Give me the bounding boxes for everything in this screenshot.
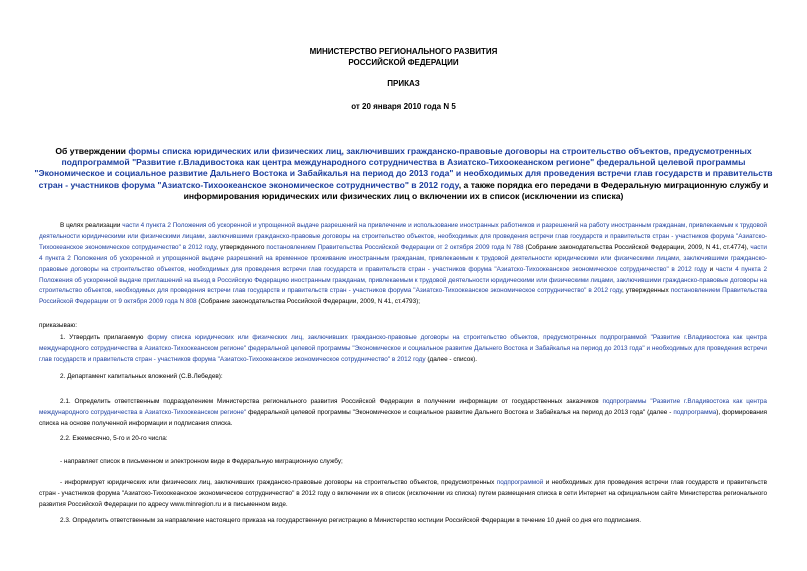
- ministry-name-line2: РОССИЙСКОЙ ФЕДЕРАЦИИ: [348, 58, 459, 67]
- ministry-name-line1: МИНИСТЕРСТВО РЕГИОНАЛЬНОГО РАЗВИТИЯ: [309, 47, 498, 56]
- preamble-text: (Собрание законодательства Российской Федерации, 2009, N 41, ст.4774),: [523, 243, 751, 251]
- preamble-text: , утвержденного: [216, 243, 267, 251]
- item-2-3-paragraph: 2.3. Определить ответственным за направление настоящего приказа на государственную регистрацию в Министерство юстиции Российской Федерации в течение 10 дней со дня его подписания.: [60, 517, 641, 524]
- preamble-paragraph: [39, 221, 767, 308]
- preamble-text: и: [706, 265, 716, 273]
- item-2-1-subprogram-link[interactable]: подпрограммы "Развитие г.Владивостока как центра международного сотрудничества в Азиатско-Тихоокеанском регионе": [39, 398, 767, 416]
- item-2-2-inform-text: - информирует юридических или физических лиц, заключивших гражданско-правовые договоры на строительство объектов, предусмотренных: [60, 479, 497, 486]
- item-2-2-paragraph: 2.2. Ежемесячно, 5-го и 20-го числа:: [60, 435, 168, 442]
- preamble-text: , утвержденных: [621, 287, 671, 295]
- orders-label: приказываю:: [39, 322, 77, 329]
- item-2-2-inform-text: и необходимых для проведения встречи глав государств и правительств стран - участников форума "Азиатско-Тихоокеанское экономическое сотрудничество" в 2012 году о включении их в список (исключении из списка) путем размещения списка в сети Интернет на официальном сайте Министерства регионального развития Российской Федерации по адресу www.minregion.ru и в письменном виде.: [39, 479, 767, 508]
- preamble-link-resolution-808[interactable]: постановлением Правительства Российской Федерации от 9 октября 2009 года N 808: [39, 287, 767, 306]
- title-text-tail: , а также порядка его передачи в Федеральную миграционную службу и информирования юридических или физических лиц о включении их в список (исключении из списка): [183, 179, 769, 201]
- title-form-link[interactable]: формы списка юридических или физических лиц, заключивших гражданско-правовые договоры на строительство объектов, предусмотренных подпрограммой "Развитие г.Владивостока как центра международного сотрудничества в Азиатско-Тихоокеанском регионе" федеральной целевой программы "Экономическое и социальное развитие Дальнего Востока и Забайкалья на период до 2013 года" и необходимых для проведения встречи глав государств и правительств стран - участников форума "Азиатско-Тихоокеанское экономическое сотрудничество" в 2012 году: [34, 146, 773, 190]
- item-2-2-send-paragraph: - направляет список в письменном и электронном виде в Федеральную миграционную службу;: [60, 458, 343, 465]
- preamble-link-invitations[interactable]: части 4 пункта 2 Положения об ускоренной выдаче приглашений на въезд в Российскую Федерацию иностранным гражданам, привлекаемым к трудовой деятельности юридическими или физическими лицами, заключившими гражданско-правовые договоры на строительство объектов, необходимых для проведения встречи глав государств и правительств стран - участников форума "Азиатско-Тихоокеанское экономическое сотрудничество" в 2012 году: [39, 265, 767, 295]
- item-2-1-paragraph: [39, 397, 767, 430]
- item-1-text: (далее - список).: [425, 355, 478, 363]
- title-text: Об утверждении: [55, 146, 129, 156]
- document-title: [32, 146, 775, 202]
- item-2-1-text: ), формирования списка на основе полученной информации и подписания списка.: [39, 408, 767, 427]
- preamble-text: (Собрание законодательства Российской Федерации, 2009, N 41, ст.4793);: [196, 298, 421, 306]
- preamble-text: В целях реализации: [60, 222, 123, 229]
- item-2-1-text: федеральной целевой программы "Экономическое и социальное развитие Дальнего Востока и Забайкалья на период до 2013 года" (далее -: [246, 408, 674, 416]
- item-2-paragraph: 2. Департамент капитальных вложений (С.В.Лебедев):: [60, 373, 223, 380]
- item-2-2-inform-paragraph: [39, 478, 767, 511]
- document-date-number: от 20 января 2010 года N 5: [351, 102, 456, 111]
- item-2-1-subprogram-short-link[interactable]: подпрограмма: [673, 408, 717, 416]
- item-1-form-link[interactable]: форму списка юридических или физических лиц, заключивших гражданско-правовые договоры на строительство объектов, предусмотренных подпрограммой "Развитие г.Владивостока как центра международного сотрудничества в Азиатско-Тихоокеанском регионе" федеральной целевой программы "Экономическое и социальное развитие Дальнего Востока и Забайкалья на период до 2013 года" и необходимых для проведения встречи глав государств и правительств стран - участников форума "Азиатско-Тихоокеанское экономическое сотрудничество" в 2012 году: [39, 334, 767, 363]
- preamble-link-resolution-788[interactable]: постановлением Правительства Российской Федерации от 2 октября 2009 года N 788: [266, 243, 524, 251]
- preamble-link-residence[interactable]: части 4 пункта 2 Положения об ускоренной и упрощенной выдаче разрешений на временное проживание иностранным гражданам, привлекаемым к трудовой деятельности юридическими или физическими лицами, заключившими гражданско-правовые договоры на строительство объектов, необходимых для проведения встречи глав государств и правительств стран - участников форума "Азиатско-Тихоокеанское экономическое сотрудничество" в 2012 году: [39, 243, 767, 273]
- item-1-paragraph: [39, 333, 767, 366]
- item-1-text: 1. Утвердить прилагаемую: [60, 334, 148, 341]
- document-type: ПРИКАЗ: [387, 79, 420, 88]
- preamble-link-work-permits[interactable]: части 4 пункта 2 Положения об ускоренной и упрощенной выдаче разрешений на привлечение и использование иностранных работников и разрешений на работу иностранным гражданам, привлекаемым к трудовой деятельности юридическими или физическими лицами, заключившими гражданско-правовые договоры на строительство объектов, необходимых для проведения встречи глав государств и правительств стран - участников форума "Азиатско-Тихоокеанское экономическое сотрудничество" в 2012 году: [39, 222, 767, 251]
- item-2-2-subprogram-link[interactable]: подпрограммой: [496, 479, 544, 486]
- item-2-1-text: 2.1. Определить ответственным подразделением Министерства регионального развития Российской Федерации в получении информации от государственных заказчиков: [60, 398, 603, 405]
